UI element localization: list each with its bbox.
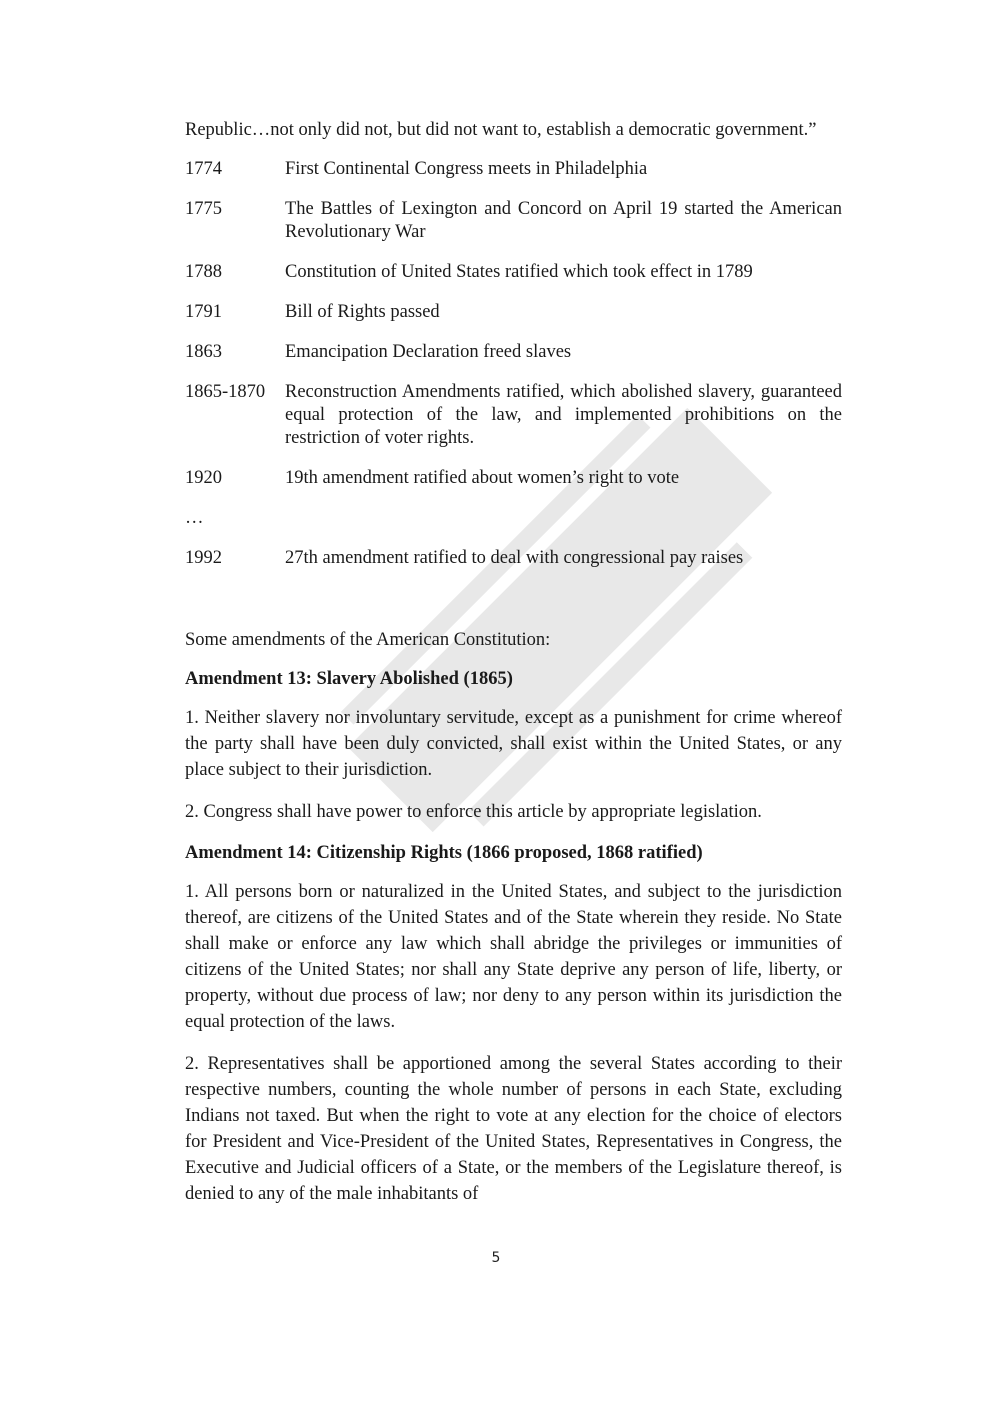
amendment-14-section-2: 2. Representatives shall be apportioned among the several States according to their respective numbers, counting the whole number of persons in each State, excluding Indians not taxed. But when the right to vote at any election for the choice of electors for President and Vice-President of the United States, Representatives in Congress, the Executive and Judicial officers of a State, or the members of the Legislature thereof, is denied to any of the male inhabitants of bbox=[185, 1054, 842, 1204]
timeline-event: 27th amendment ratified to deal with congressional pay raises bbox=[285, 548, 744, 568]
timeline-row bbox=[185, 381, 842, 450]
timeline-event: Constitution of United States ratified which took effect in 1789 bbox=[285, 262, 753, 282]
timeline-year: 1865-1870 bbox=[185, 382, 266, 402]
amendment-13-section-2: 2. Congress shall have power to enforce this article by appropriate legislation. bbox=[185, 802, 762, 822]
timeline-row bbox=[185, 198, 842, 244]
timeline-row bbox=[185, 261, 842, 284]
amendment-13-section-1: 1. Neither slavery nor involuntary servitude, except as a punishment for crime whereof the party shall have been duly convicted, shall exist within the United States, or any place subject to their jurisdiction. bbox=[185, 708, 842, 780]
amendments-lead: Some amendments of the American Constitution: bbox=[185, 630, 551, 650]
timeline-row bbox=[185, 341, 842, 364]
timeline-year: 1774 bbox=[185, 159, 222, 179]
timeline-row bbox=[185, 158, 842, 181]
section-spacer bbox=[185, 587, 842, 627]
timeline-year: 1788 bbox=[185, 262, 222, 282]
timeline-year: 1920 bbox=[185, 468, 222, 488]
timeline-row bbox=[185, 547, 842, 570]
timeline-year: 1791 bbox=[185, 302, 222, 322]
amendment-14-heading: Amendment 14: Citizenship Rights (1866 proposed, 1868 ratified) bbox=[185, 843, 703, 863]
timeline-event: Emancipation Declaration freed slaves bbox=[285, 342, 572, 362]
timeline-row bbox=[185, 467, 842, 490]
page-content bbox=[185, 118, 842, 1223]
timeline-event: Reconstruction Amendments ratified, which abolished slavery, guaranteed equal protection of the law, and implemented prohibitions on the restriction of voter rights. bbox=[285, 382, 842, 448]
timeline-event: Bill of Rights passed bbox=[285, 302, 440, 322]
timeline-row bbox=[185, 301, 842, 324]
timeline-event: First Continental Congress meets in Philadelphia bbox=[285, 159, 648, 179]
timeline-year: 1775 bbox=[185, 199, 222, 219]
intro-paragraph: Republic…not only did not, but did not want to, establish a democratic government.” bbox=[185, 120, 817, 140]
page-number: 5 bbox=[491, 1250, 501, 1266]
timeline-event: 19th amendment ratified about women’s right to vote bbox=[285, 468, 680, 488]
amendment-13-heading: Amendment 13: Slavery Abolished (1865) bbox=[185, 669, 513, 689]
timeline-event: The Battles of Lexington and Concord on April 19 started the American Revolutionary War bbox=[285, 199, 842, 242]
timeline-ellipsis: … bbox=[185, 508, 204, 528]
amendment-14-section-1: 1. All persons born or naturalized in the United States, and subject to the jurisdiction thereof, are citizens of the United States and of the State wherein they reside. No State shall make or enforce any law which shall abridge the privileges or immunities of citizens of the United States; nor shall any State deprive any person of life, liberty, or property, without due process of law; nor deny to any person within its jurisdiction the equal protection of the laws. bbox=[185, 882, 842, 1032]
timeline-year: 1992 bbox=[185, 548, 222, 568]
timeline-year: 1863 bbox=[185, 342, 222, 362]
